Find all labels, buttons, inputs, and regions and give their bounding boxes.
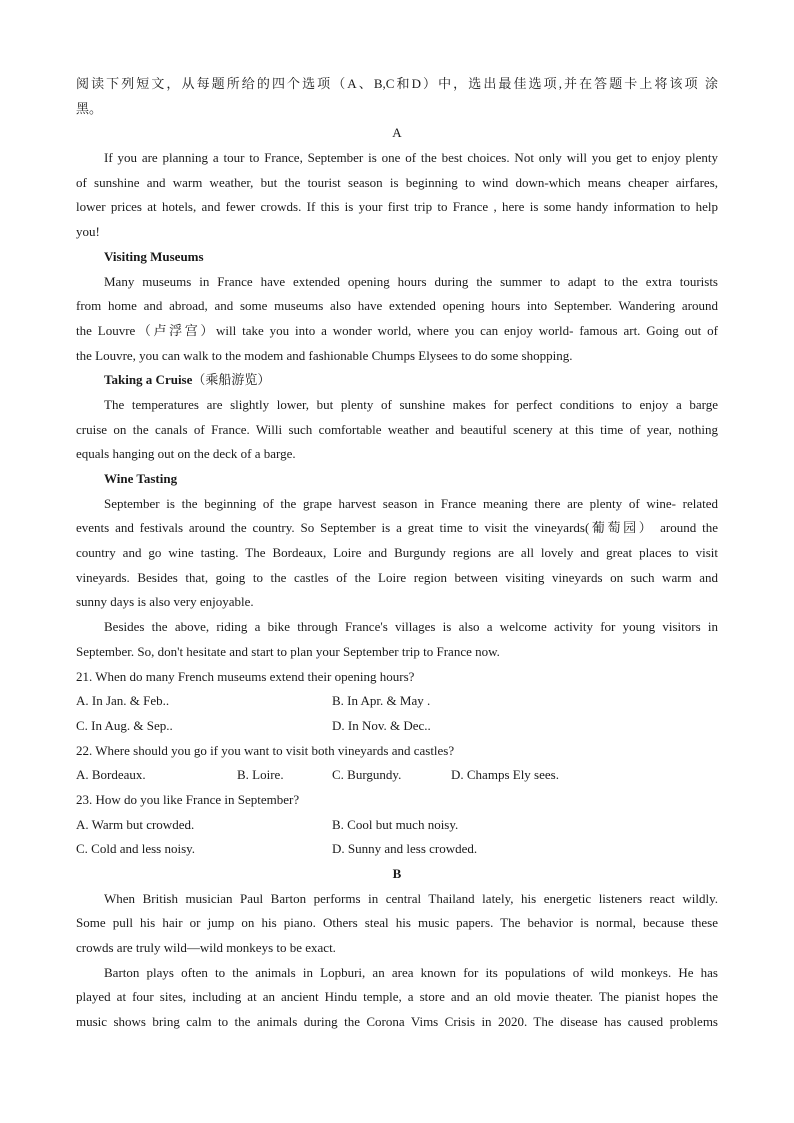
paragraph-line: When British musician Paul Barton performs in central Thailand lately, his energetic listeners react wildly. [104, 890, 718, 906]
question-options-row [76, 837, 718, 862]
paragraph-line: from home and abroad, and some museums also have extended opening hours into September. Wandering around [76, 298, 718, 314]
question-options-row [76, 714, 718, 739]
question-option: C. In Aug. & Sep.. [76, 717, 173, 733]
section-heading-museums [76, 245, 718, 270]
paragraph-line: equals hanging out on the deck of a barge. [76, 446, 296, 462]
document-page [76, 72, 718, 1035]
question-option: D. Sunny and less crowded. [332, 841, 478, 857]
section-heading-note: （乘船游览） [192, 372, 271, 388]
paragraph-line: Many museums in France have extended opening hours during the summer to adapt to the extra tourists [104, 273, 718, 289]
paragraph-line: If you are planning a tour to France, September is one of the best choices. Not only will you get to enjoy plenty [104, 150, 718, 166]
section-heading-text: Visiting Museums [104, 248, 204, 264]
paragraph-line: The temperatures are slightly lower, but plenty of sunshine makes for perfect conditions to enjoy a barge [104, 396, 718, 412]
question-option: A. In Jan. & Feb.. [76, 693, 170, 709]
question-option: D. Champs Ely sees. [451, 767, 559, 783]
paragraph-line: you! [76, 224, 100, 240]
section-heading-wine [76, 467, 718, 492]
paragraph-line: Besides the above, riding a bike through France's villages is also a welcome activity for young visitors in [104, 619, 718, 635]
paragraph-line: Barton plays often to the animals in Lopburi, an area known for its populations of wild monkeys. He has [104, 964, 718, 980]
paragraph-line: events and festivals around the country. So September is a great time to visit the vineyards(葡萄园） around the [76, 520, 718, 536]
paragraph-line: crowds are truly wild—wild monkeys to be exact. [76, 940, 336, 956]
instruction-line-1: 阅读下列短文，从每题所给的四个选项（A、B,C和D）中，选出最佳选项,并在答题卡上将该项 涂 [76, 76, 718, 91]
section-heading-text: Taking a Cruise [104, 372, 193, 388]
question-option: B. In Apr. & May . [332, 693, 431, 709]
paragraph-line: of sunshine and warm weather, but the tourist season is beginning to wind down-which means cheaper airfares, [76, 174, 718, 190]
paragraph-line: Some pull his hair or jump on his piano. Others steal his music papers. The behavior is normal, because these [76, 915, 718, 931]
instruction-line-2: 黑。 [76, 100, 103, 116]
question-stem: 23. How do you like France in September? [76, 791, 300, 807]
paragraph-line: vineyards. Besides that, going to the castles of the Loire region between visiting vineyards on such warm and [76, 569, 718, 585]
paragraph-line: played at four sites, including at an ancient Hindu temple, a store and an old movie theater. The pianist hopes the [76, 989, 718, 1005]
passage-b-label: B [392, 866, 402, 881]
question-option: B. Loire. [237, 767, 284, 783]
paragraph-line: music shows bring calm to the animals during the Corona Vims Crisis in 2020. The disease has caused problems [76, 1014, 718, 1030]
question-stem: 22. Where should you go if you want to visit both vineyards and castles? [76, 742, 455, 758]
paragraph-line: lower prices at hotels, and fewer crowds. If this is your first trip to France , here is some handy information to help [76, 199, 718, 215]
paragraph-line: September is the beginning of the grape harvest season in France meaning there are plenty of wine- related [104, 495, 718, 511]
question-options-row [76, 689, 718, 714]
question-options-row [76, 763, 718, 788]
paragraph-line: the Louvre, you can walk to the modem and fashionable Chumps Elysees to do some shopping. [76, 347, 573, 363]
question-options-row [76, 813, 718, 838]
question-option: A. Warm but crowded. [76, 816, 195, 832]
question-option: B. Cool but much noisy. [332, 816, 459, 832]
question-option: A. Bordeaux. [76, 767, 146, 783]
question-option: D. In Nov. & Dec.. [332, 717, 431, 733]
question-stem: 21. When do many French museums extend their opening hours? [76, 668, 415, 684]
paragraph-line: sunny days is also very enjoyable. [76, 594, 254, 610]
section-heading-text: Wine Tasting [104, 471, 178, 486]
question-option: C. Burgundy. [332, 767, 402, 783]
paragraph-line: September. So, don't hesitate and start to plan your September trip to France now. [76, 643, 500, 659]
section-heading-cruise [76, 368, 718, 393]
paragraph-line: country and go wine tasting. The Bordeaux, Loire and Burgundy regions are all lovely and great places to visit [76, 545, 718, 561]
paragraph-line: the Louvre（卢浮宫）will take you into a wonder world, where you can enjoy world- famous art. Going out of [76, 322, 718, 338]
paragraph-line: cruise on the canals of France. Willi such comfortable weather and beautiful scenery at this time of year, nothing [76, 421, 718, 437]
passage-a-label: A [392, 125, 402, 141]
question-option: C. Cold and less noisy. [76, 841, 196, 857]
